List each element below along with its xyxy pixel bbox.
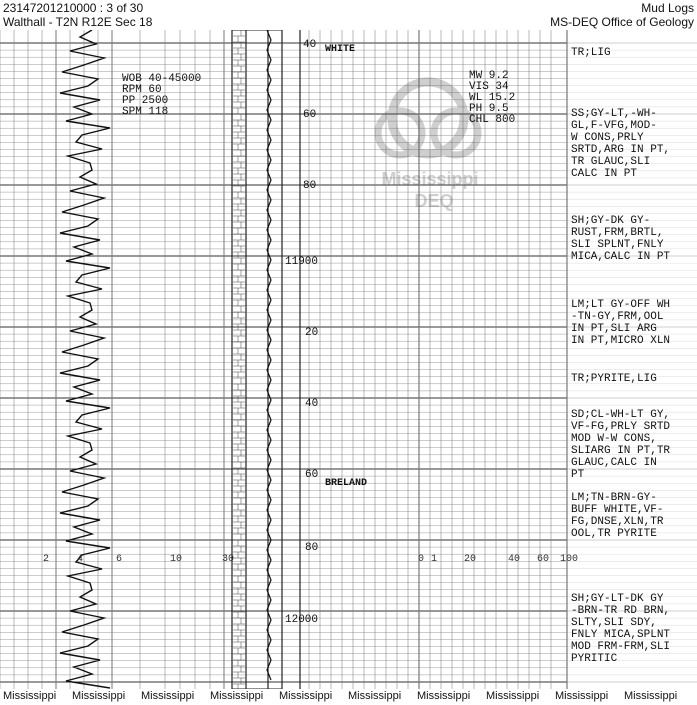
depth-label: 40 <box>303 39 317 51</box>
footer-item: Mississippi <box>72 690 126 702</box>
footer-item: Mississippi <box>624 690 678 702</box>
depth-label: 20 <box>305 327 319 339</box>
footer-item: Mississippi <box>279 690 333 702</box>
well-location: Walthall - T2N R12E Sec 18 <box>3 15 153 29</box>
depth-track <box>232 30 282 689</box>
gas-scale-label: 40 <box>508 554 521 565</box>
scale-labels <box>43 554 578 565</box>
depth-label: 80 <box>305 542 319 554</box>
mud-log-chart <box>0 30 697 689</box>
rate-scale-label: 30 <box>222 554 235 565</box>
gas-scale-label: 1 <box>431 554 438 565</box>
depth-label: 12000 <box>285 614 319 626</box>
ph-value: PH 9.5 <box>469 103 509 115</box>
description-block: SH;GY-LT-DK GY -BRN-TR RD BRN, SLTY,SLI SDY, FNLY MICA,SPLNT MOD FRM-FRM,SLI PYRITIC <box>571 593 671 665</box>
watermark-agency: DEQ <box>414 191 454 211</box>
mud-properties <box>469 70 515 126</box>
footer-item: Mississippi <box>3 690 57 702</box>
description-block: SH;GY-DK GY- RUST,FRM,BRTL, SLI SPLNT,FNLY MICA,CALC IN PT <box>571 215 671 263</box>
footer-item: Mississippi <box>417 690 471 702</box>
document-id: 23147201210000 : 3 of 30 <box>3 1 144 15</box>
param-rpm: RPM 60 <box>122 84 162 96</box>
formation-white: WHITE <box>325 44 356 55</box>
gas-scale-label: 100 <box>560 554 579 565</box>
depth-label: 11900 <box>285 256 319 268</box>
mud-weight: MW 9.2 <box>469 70 509 82</box>
description-block: SD;CL-WH-LT GY, VF-FG,PRLY SRTD MOD W-W CONS, SLIARG IN PT,TR GLAUC,CALC IN PT <box>571 409 671 481</box>
gas-scale-label: 60 <box>537 554 550 565</box>
office-name: MS-DEQ Office of Geology <box>550 15 694 29</box>
depth-label: 80 <box>303 180 317 192</box>
document-type: Mud Logs <box>641 1 694 15</box>
footer-watermark-strip <box>0 689 697 705</box>
footer-item: Mississippi <box>141 690 195 702</box>
watermark <box>378 82 479 211</box>
rate-scale-label: 10 <box>170 554 183 565</box>
gas-scale-label: 0 <box>418 554 425 565</box>
drilling-rate-trace <box>60 30 110 688</box>
gas-scale-label: 20 <box>464 554 477 565</box>
param-wob: WOB 40-45000 <box>122 73 202 85</box>
viscosity: VIS 34 <box>469 81 509 93</box>
rate-scale-label: 4 <box>77 554 84 565</box>
drilling-parameters <box>122 73 201 118</box>
depth-label: 60 <box>303 109 317 121</box>
water-loss: WL 15.2 <box>469 92 516 104</box>
lithology-column <box>232 30 282 689</box>
rate-scale-label: 6 <box>116 554 123 565</box>
formation-breland: BRELAND <box>325 478 368 489</box>
param-pp: PP 2500 <box>122 95 169 107</box>
watermark-state: Mississippi <box>381 169 479 189</box>
description-block: LM;LT GY-OFF WH -TN-GY,FRM,OOL IN PT,SLI ARG IN PT,MICRO XLN <box>571 299 671 347</box>
depth-label: 60 <box>305 469 319 481</box>
chlorides: CHL 800 <box>469 114 516 126</box>
description-block: TR;LIG <box>571 47 611 59</box>
footer-item: Mississippi <box>486 690 540 702</box>
depth-label: 40 <box>305 398 319 410</box>
footer-item: Mississippi <box>348 690 402 702</box>
description-block: LM;TN-BRN-GY- BUFF WHITE,VF- FG,DNSE,XLN,TR OOL,TR PYRITE <box>571 492 664 540</box>
lithology-descriptions <box>571 47 677 665</box>
depth-labels <box>285 39 318 626</box>
footer-item: Mississippi <box>210 690 264 702</box>
formation-tops <box>325 44 367 489</box>
rate-scale-label: 2 <box>43 554 50 565</box>
footer-item: Mississippi <box>555 690 609 702</box>
param-spm: SPM 118 <box>122 106 169 118</box>
description-block: SS;GY-LT,-WH- GL,F-VFG,MOD- W CONS,PRLY SRTD,ARG IN PT, TR GLAUC,SLI CALC IN PT <box>571 108 671 180</box>
description-block: TR;PYRITE,LIG <box>571 373 657 385</box>
